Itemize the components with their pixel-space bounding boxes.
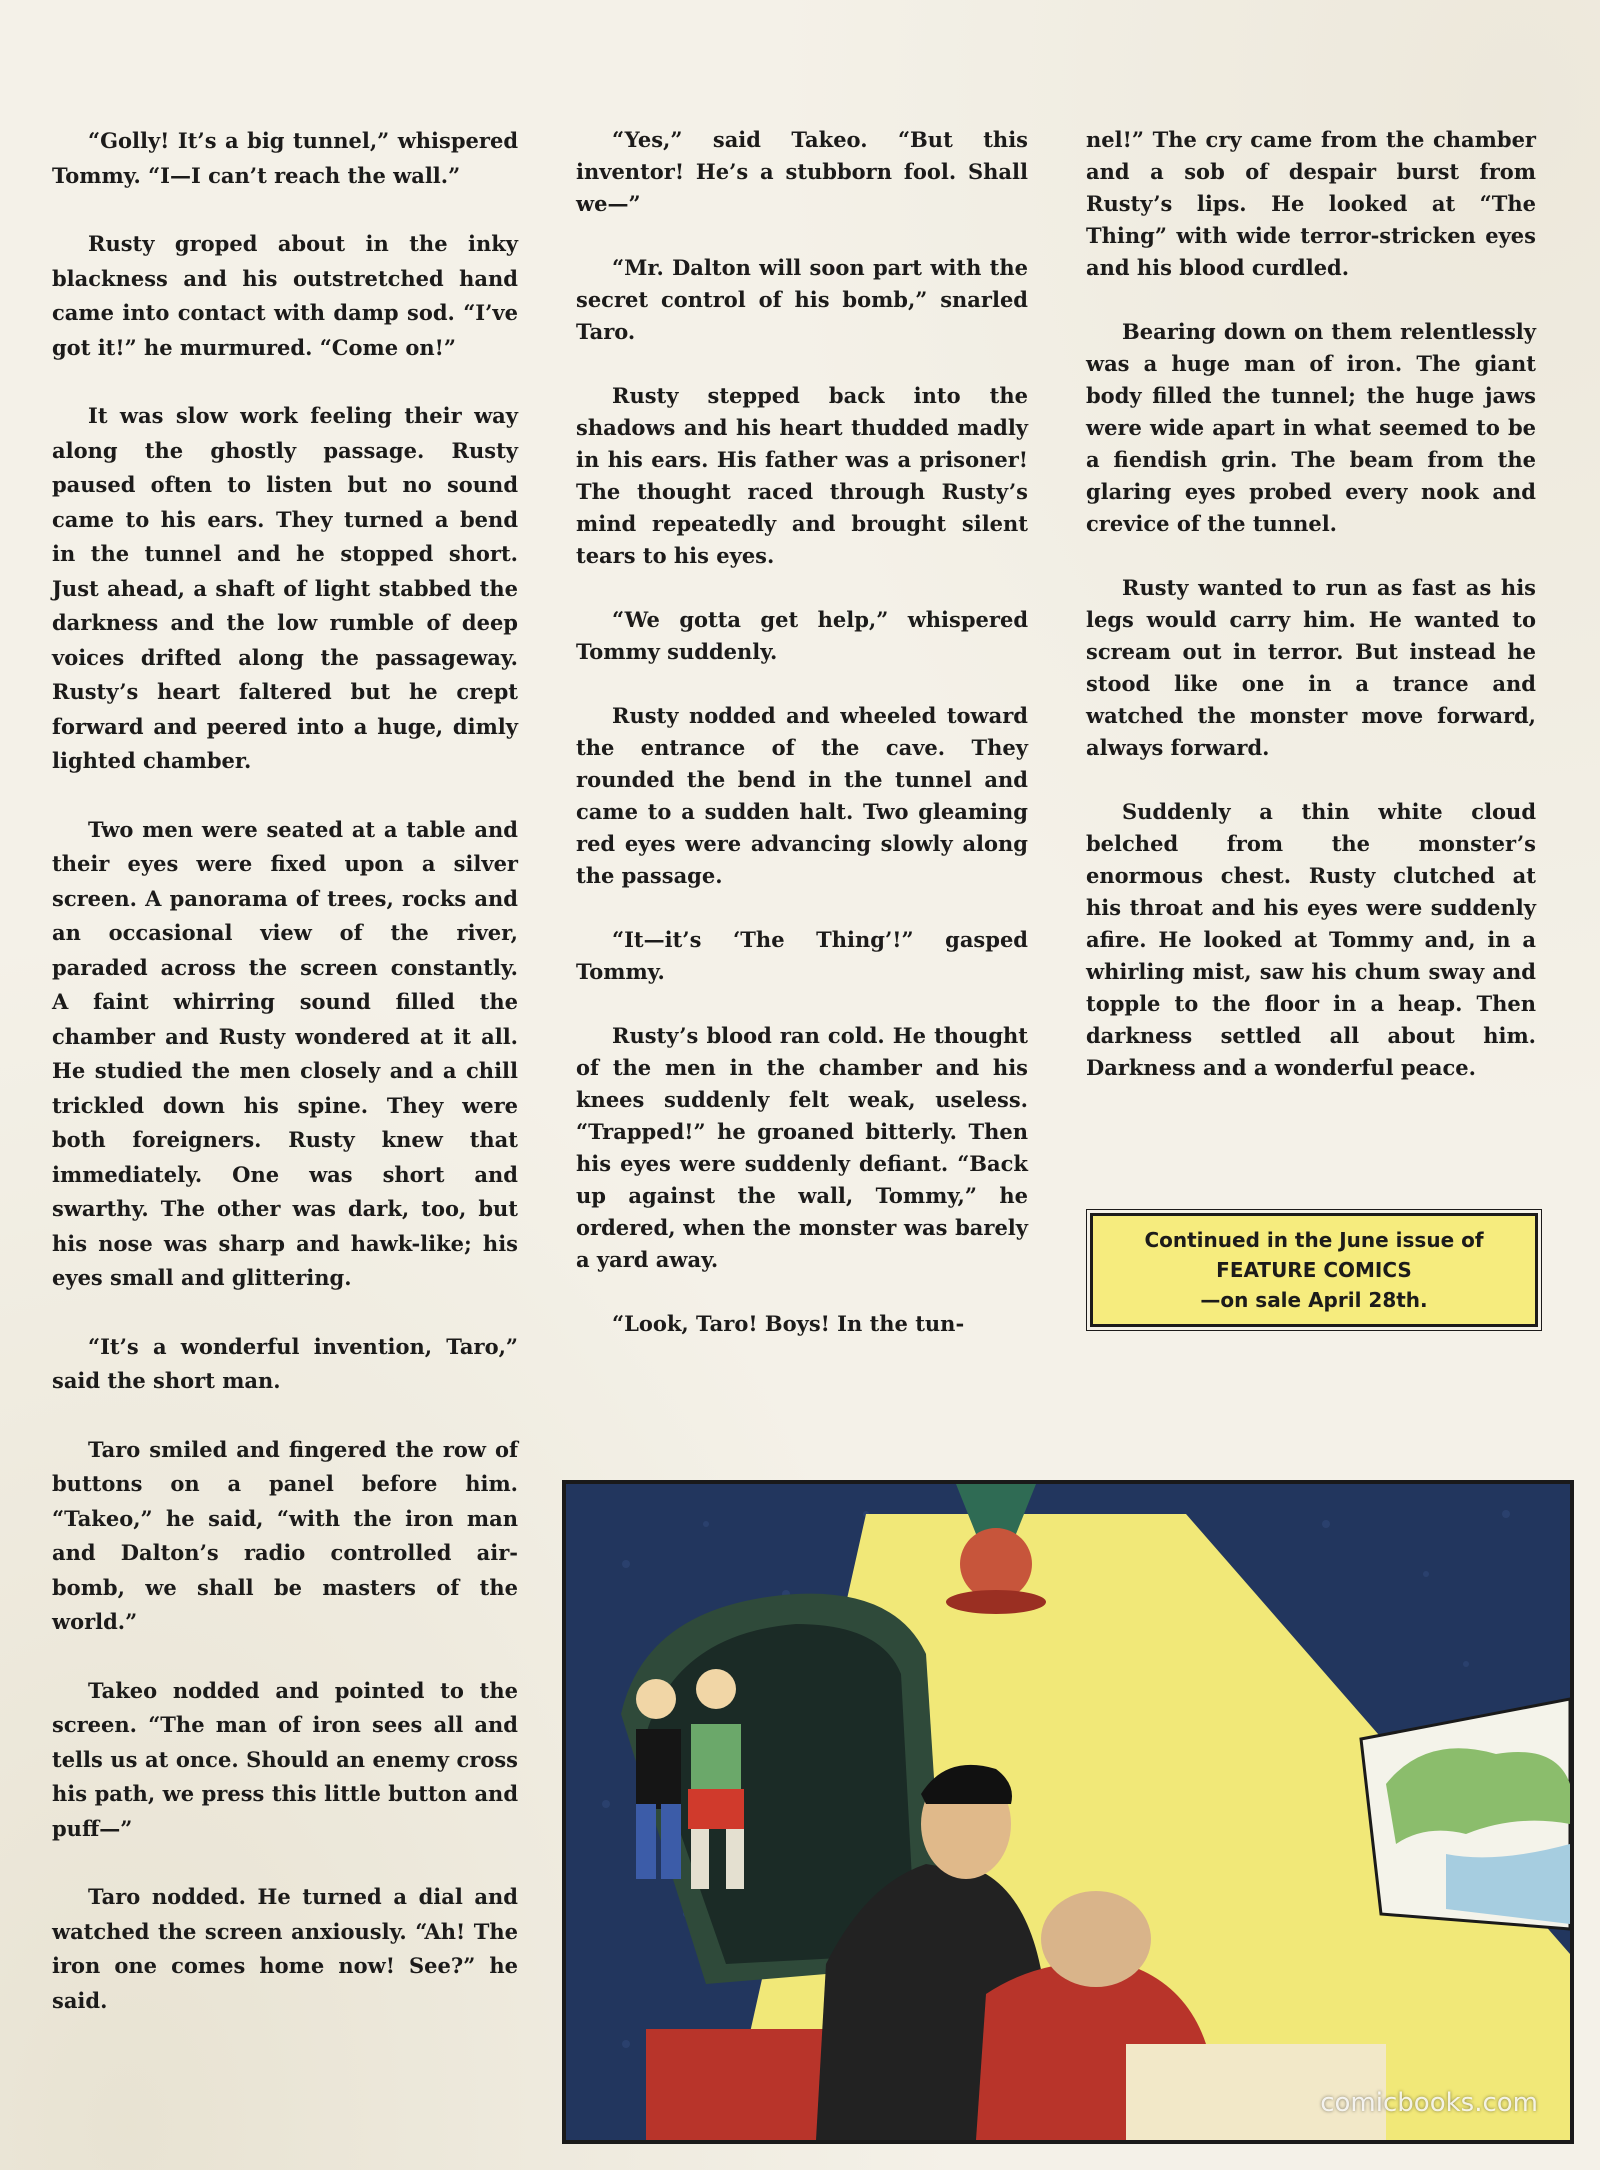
watermark: comicbooks.com	[1320, 2088, 1538, 2118]
tunnel-scene-illustration	[566, 1484, 1570, 2140]
notice-title: FEATURE COMICS	[1216, 1258, 1412, 1282]
story-column-3	[1086, 124, 1536, 1084]
paragraph: It was slow work feeling their way along the ghostly passage. Rusty paused often to listen but no sound came to his ears. They turned a bend in the tunnel and he stopped short. Just ahead, a shaft of light stabbed the darkness and the low rumble of deep voices drifted along the passageway. Rusty’s heart faltered but he crept forward and peered into a huge, dimly lighted chamber.	[52, 403, 518, 773]
paragraph: Taro nodded. He turned a dial and watched the screen anxiously. “Ah! The iron one comes home now! See?” he said.	[52, 1884, 518, 2013]
paragraph: Bearing down on them relentlessly was a huge man of iron. The giant body filled the tunnel; the huge jaws were wide apart in what seemed to be a fiendish grin. The beam from the glaring eyes probed every nook and crevice of the tunnel.	[1086, 319, 1536, 536]
paragraph: Takeo nodded and pointed to the screen. “The man of iron sees all and tells us at once. Should an enemy cross his path, we press this little button and puff—”	[52, 1677, 518, 1841]
paragraph: “Yes,” said Takeo. “But this inventor! He’s a stubborn fool. Shall we—”	[576, 127, 1028, 216]
paragraph: “We gotta get help,” whispered Tommy suddenly.	[576, 607, 1028, 664]
continued-notice-box	[1090, 1213, 1538, 1327]
story-column-1	[52, 124, 518, 2052]
notice-line: Continued in the June issue of	[1144, 1228, 1484, 1252]
paragraph-continuation: nel!” The cry came from the chamber and a sob of despair burst from Rusty’s lips. He looked at “The Thing” with wide terror-stricken eyes and his blood curdled.	[1086, 127, 1536, 280]
paragraph: Rusty nodded and wheeled toward the entrance of the cave. They rounded the bend in the tunnel and came to a sudden halt. Two gleaming red eyes were advancing slowly along the passage.	[576, 703, 1028, 888]
paragraph: “It’s a wonderful invention, Taro,” said the short man.	[52, 1333, 518, 1393]
comic-illustration-panel	[562, 1480, 1574, 2144]
paragraph: “Golly! It’s a big tunnel,” whispered Tommy. “I—I can’t reach the wall.”	[52, 128, 518, 188]
paragraph: Rusty wanted to run as fast as his legs would carry him. He wanted to scream out in terror. But instead he stood like one in a trance and watched the monster move forward, always forward.	[1086, 575, 1536, 760]
paragraph: Two men were seated at a table and their eyes were fixed upon a silver screen. A panorama of trees, rocks and an occasional view of the river, paraded across the screen constantly. A faint whirring sound filled the chamber and Rusty wondered at it all. He studied the men closely and a chill trickled down his spine. They were both foreigners. Rusty knew that immediately. One was short and swarthy. The other was dark, too, but his nose was sharp and hawk-like; his eyes small and glittering.	[52, 816, 518, 1290]
paragraph: “Look, Taro! Boys! In the tun-	[612, 1311, 965, 1336]
paragraph: “Mr. Dalton will soon part with the secret control of his bomb,” snarled Taro.	[576, 255, 1028, 344]
notice-line: —on sale April 28th.	[1200, 1288, 1428, 1312]
paragraph: Rusty’s blood ran cold. He thought of the men in the chamber and his knees suddenly felt weak, useless. “Trapped!” he groaned bitterly. Then his eyes were suddenly defiant. “Back up against the wall, Tommy,” he ordered, when the monster was barely a yard away.	[576, 1023, 1028, 1272]
story-column-2	[576, 124, 1028, 1340]
paragraph: “It—it’s ‘The Thing’!” gasped Tommy.	[576, 927, 1028, 984]
paragraph: Taro smiled and fingered the row of buttons on a panel before him. “Takeo,” he said, “with the iron man and Dalton’s radio controlled air-bomb, we shall be masters of the world.”	[52, 1436, 518, 1634]
paragraph: Rusty groped about in the inky blackness and his outstretched hand came into contact with damp sod. “I’ve got it!” he murmured. “Come on!”	[52, 231, 518, 360]
paragraph: Suddenly a thin white cloud belched from the monster’s enormous chest. Rusty clutched at his throat and his eyes were suddenly afire. He looked at Tommy and, in a whirling mist, saw his chum sway and topple to the floor in a heap. Then darkness settled all about him. Darkness and a wonderful peace.	[1086, 799, 1536, 1080]
paragraph: Rusty stepped back into the shadows and his heart thudded madly in his ears. His father was a prisoner! The thought raced through Rusty’s mind repeatedly and brought silent tears to his eyes.	[576, 383, 1028, 568]
